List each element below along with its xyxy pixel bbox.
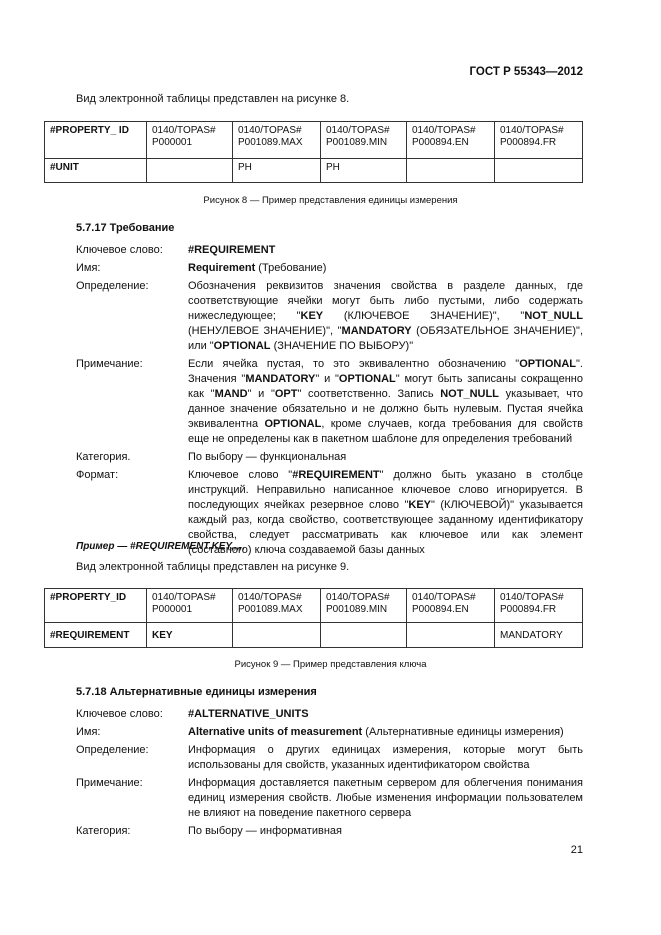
def-value: #REQUIREMENT	[188, 244, 276, 256]
table-cell	[147, 159, 233, 183]
table-cell: 0140/TOPAS# P001089.MIN	[321, 122, 407, 159]
def-label: Имя:	[76, 262, 101, 274]
figure8-table	[44, 121, 583, 183]
intro-paragraph-fig9: Вид электронной таблицы представлен на рисунке 9.	[76, 561, 350, 573]
def-row-definition	[76, 743, 583, 773]
def-value	[188, 261, 583, 276]
table-row	[45, 122, 583, 159]
def-value: По выбору — информативная	[188, 825, 342, 837]
table-cell: 0140/TOPAS# P000894.FR	[495, 589, 583, 623]
example-line: Пример — #REQUIREMENT,KEY,,,,,	[76, 541, 246, 552]
table-cell: PH	[233, 159, 321, 183]
keyword-text: KEY	[408, 499, 432, 511]
table-row	[45, 159, 583, 183]
def-value: #ALTERNATIVE_UNITS	[188, 708, 309, 720]
def-row-note	[76, 357, 583, 447]
section-5-7-18-definitions	[76, 707, 583, 842]
document-code: ГОСТ Р 55343—2012	[469, 66, 583, 78]
def-label: Ключевое слово:	[76, 708, 163, 720]
table-cell: #UNIT	[45, 159, 147, 183]
table-row	[45, 623, 583, 648]
keyword-text: MANDATORY	[245, 373, 316, 385]
def-label: Определение:	[76, 280, 149, 292]
name-ru: (Альтернативные единицы измерения)	[362, 726, 564, 738]
keyword-text: OPTIONAL	[519, 358, 577, 370]
table-cell	[233, 623, 321, 648]
def-value: Ключевое слово "#REQUIREMENT" должно быть указано в столбце инструкций. Неправильно написанное ключевое слово игнорируется. В последующих ячейках резервное слово "KEY" (КЛЮЧЕВОЙ)" указывается каждый раз, когда свойство, соответствующее заданному идентификатору свойства, следует рассматривать как ключевое или как элемент (составного) ключа создаваемой базы данных	[188, 469, 583, 556]
figure8-caption: Рисунок 8 — Пример представления единицы измерения	[203, 195, 458, 206]
figure9-caption: Рисунок 9 — Пример представления ключа	[234, 659, 427, 670]
def-row-note	[76, 776, 583, 821]
keyword-text: MANDATORY	[341, 325, 412, 337]
table-cell: MANDATORY	[495, 623, 583, 648]
table-cell: PH	[321, 159, 407, 183]
table-cell: 0140/TOPAS# P000894.FR	[495, 122, 583, 159]
def-row-category	[76, 824, 583, 839]
def-value: Информация о других единицах измерения, которые могут быть использованы для свойств, указанных идентификатором свойства	[188, 744, 583, 771]
def-row-name	[76, 261, 583, 276]
def-row-category	[76, 450, 583, 465]
def-row-keyword	[76, 707, 583, 722]
def-value: По выбору — функциональная	[188, 451, 347, 463]
name-ru: (Требование)	[255, 262, 327, 274]
table-cell: 0140/TOPAS# P000894.EN	[407, 589, 495, 623]
def-value: Информация доставляется пакетным сервером для облегчения понимания единиц измерения свойств. Любые изменения информации пользователем не влияют на поведение пакетного сервера	[188, 777, 583, 819]
def-label: Имя:	[76, 726, 101, 738]
def-label: Примечание:	[76, 358, 143, 370]
table-cell	[407, 159, 495, 183]
def-label: Категория:	[76, 825, 131, 837]
table-cell: #PROPERTY_ ID	[45, 122, 147, 159]
def-value: Если ячейка пустая, то это эквивалентно обозначению "OPTIONAL". Значения "MANDATORY" и "OPTIONAL" могут быть записаны сокращенно как "MAND" и "OPT" соответственно. Запись NOT_NULL указывает, что данное значение обязательно и не должно быть нулевым. Пустая ячейка эквивалентна OPTIONAL, кроме случаев, когда требования для свойств еще не определены как в пакетном шаблоне для определения требований	[188, 358, 583, 445]
def-label: Категория.	[76, 451, 131, 463]
def-value: Обозначения реквизитов значения свойства в разделе данных, где соответствующие ячейки могут быть либо пустыми, либо содержать нижеследующее; "KEY (КЛЮЧЕВОЕ ЗНАЧЕНИЕ)", "NOT_NULL (НЕНУЛЕВОЕ ЗНАЧЕНИЕ)", "MANDATORY (ОБЯЗАТЕЛЬНОЕ ЗНАЧЕНИЕ)", или "OPTIONAL (ЗНАЧЕНИЕ ПО ВЫБОРУ)"	[188, 280, 584, 352]
figure9-table	[44, 588, 583, 648]
name-en: Alternative units of measurement	[188, 726, 363, 738]
keyword-text: OPTIONAL	[264, 418, 322, 430]
table-cell: 0140/TOPAS# P000001	[147, 122, 233, 159]
def-row-definition	[76, 279, 583, 354]
table-row	[45, 589, 583, 623]
keyword-text: OPT	[274, 388, 298, 400]
keyword-text: #REQUIREMENT	[292, 469, 380, 481]
table-cell	[321, 623, 407, 648]
keyword-text: NOT_NULL	[524, 310, 583, 322]
keyword-text: MAND	[214, 388, 248, 400]
keyword-text: OPTIONAL	[213, 340, 271, 352]
table-cell: #PROPERTY_ID	[45, 589, 147, 623]
def-label: Примечание:	[76, 777, 143, 789]
table-cell: 0140/TOPAS# P001089.MIN	[321, 589, 407, 623]
intro-paragraph-fig8: Вид электронной таблицы представлен на рисунке 8.	[76, 93, 350, 105]
table-cell: 0140/TOPAS# P001089.MAX	[233, 122, 321, 159]
section-5-7-17-title: 5.7.17 Требование	[76, 222, 175, 234]
def-row-keyword	[76, 243, 583, 258]
def-value	[188, 725, 583, 740]
name-en: Requirement	[188, 262, 256, 274]
table-cell	[407, 623, 495, 648]
section-5-7-17-definitions	[76, 243, 583, 561]
keyword-text: KEY	[300, 310, 324, 322]
table-cell: KEY	[147, 623, 233, 648]
def-label: Ключевое слово:	[76, 244, 163, 256]
def-row-name	[76, 725, 583, 740]
page-number: 21	[570, 844, 583, 856]
table-cell: #REQUIREMENT	[45, 623, 147, 648]
table-cell	[495, 159, 583, 183]
keyword-text: OPTIONAL	[338, 373, 396, 385]
keyword-text: NOT_NULL	[440, 388, 499, 400]
def-label: Определение:	[76, 744, 149, 756]
def-label: Формат:	[76, 469, 119, 481]
table-cell: 0140/TOPAS# P000001	[147, 589, 233, 623]
section-5-7-18-title: 5.7.18 Альтернативные единицы измерения	[76, 686, 317, 698]
table-cell: 0140/TOPAS# P001089.MAX	[233, 589, 321, 623]
table-cell: 0140/TOPAS# P000894.EN	[407, 122, 495, 159]
